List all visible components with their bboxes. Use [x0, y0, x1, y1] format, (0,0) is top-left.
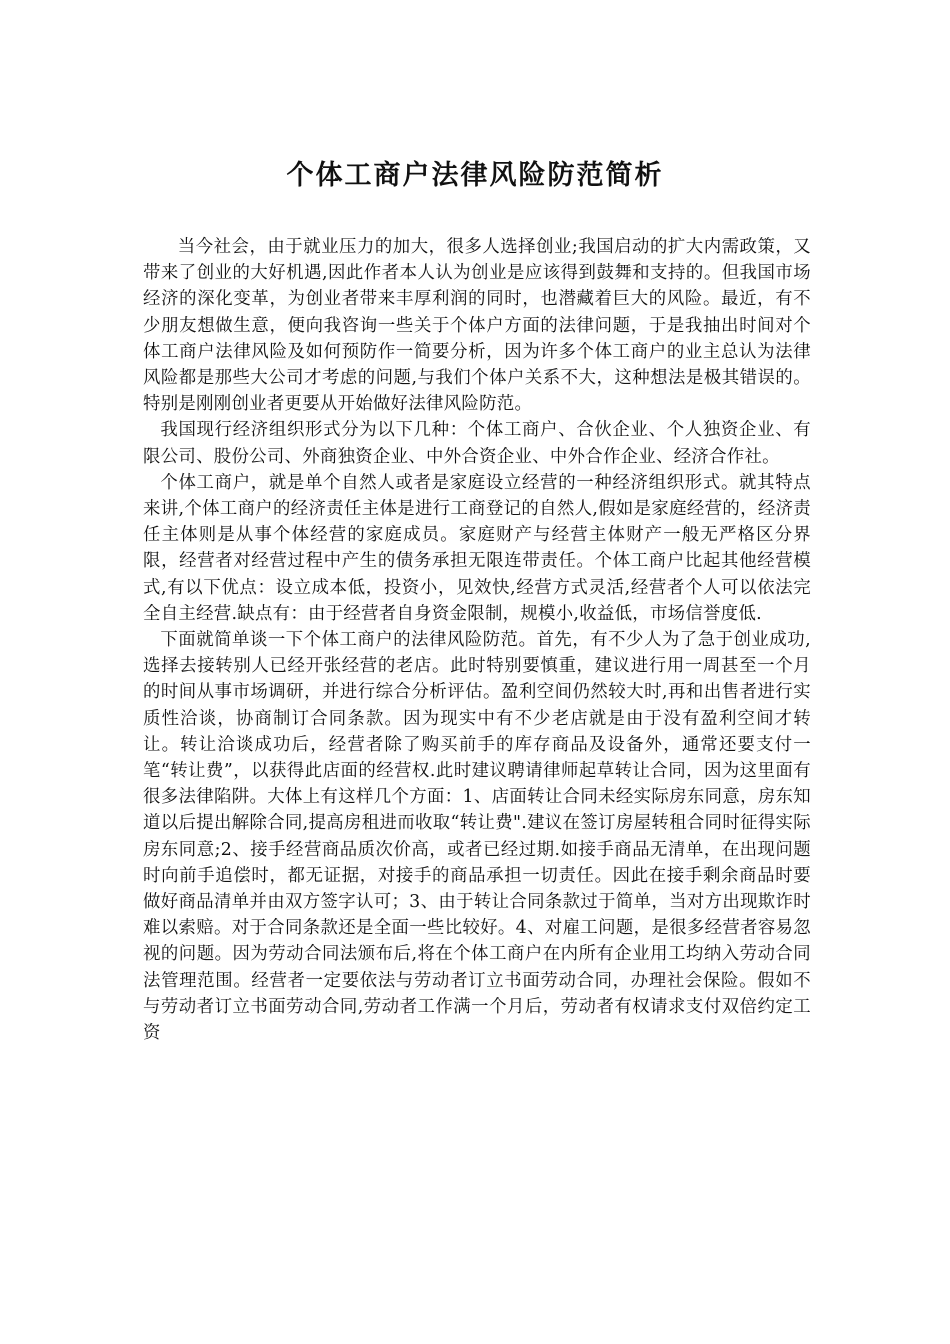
paragraph-organization-forms: 我国现行经济组织形式分为以下几种：个体工商户、合伙企业、个人独资企业、有限公司、股份公司、外商独资企业、中外合资企业、中外合作企业、经济合作社。	[143, 420, 811, 467]
paragraph-legal-risk-prevention: 下面就简单谈一下个体工商户的法律风险防范。首先，有不少人为了急于创业成功,选择去接转别人已经开张经营的老店。此时特别要慎重，建议进行用一周甚至一个月的时间从事市场调研，并进行综合分析评估。盈利空间仍然较大时,再和出售者进行实质性洽谈，协商制订合同条款。因为现实中有不少老店就是由于没有盈利空间才转让。转让洽谈成功后，经营者除了购买前手的库存商品及设备外，通常还要支付一笔“转让费”，以获得此店面的经营权.此时建议聘请律师起草转让合同，因为这里面有很多法律陷阱。大体上有这样几个方面：1、店面转让合同未经实际房东同意，房东知道以后提出解除合同,提高房租进而收取“转让费".建议在签订房屋转租合同时征得实际房东同意;2、接手经营商品质次价高，或者已经过期.如接手商品无清单，在出现问题时向前手追偿时，都无证据，对接手的商品承担一切责任。因此在接手剩余商品时要做好商品清单并由双方签字认可；3、由于转让合同条款过于简单，当对方出现欺诈时难以索赔。对于合同条款还是全面一些比较好。4、对雇工问题，是很多经营者容易忽视的问题。因为劳动合同法颁布后,将在个体工商户在内所有企业用工均纳入劳动合同法管理范围。经营者一定要依法与劳动者订立书面劳动合同，办理社会保险。假如不与劳动者订立书面劳动合同,劳动者工作满一个月后，劳动者有权请求支付双倍约定工资	[143, 630, 811, 1044]
document-title: 个体工商户法律风险防范简析	[286, 160, 664, 191]
paragraph-intro: 当今社会，由于就业压力的加大，很多人选择创业;我国启动的扩大内需政策，又带来了创业的大好机遇,因此作者本人认为创业是应该得到鼓舞和支持的。但我国市场经济的深化变革，为创业者带来丰厚利润的同时，也潜藏着巨大的风险。最近，有不少朋友想做生意，便向我咨询一些关于个体户方面的法律问题，于是我抽出时间对个体工商户法律风险及如何预防作一简要分析，因为许多个体工商户的业主总认为法律风险都是那些大公司才考虑的问题,与我们个体户关系不大，这种想法是极其错误的。特别是刚刚创业者更要从开始做好法律风险防范。	[143, 237, 811, 415]
paragraph-individual-business-definition: 个体工商户，就是单个自然人或者是家庭设立经营的一种经济组织形式。就其特点来讲,个体工商户的经济责任主体是进行工商登记的自然人,假如是家庭经营的，经济责任主体则是从事个体经营的家庭成员。家庭财产与经营主体财产一般无严格区分界限，经营者对经营过程中产生的债务承担无限连带责任。个体工商户比起其他经营模式,有以下优点：设立成本低，投资小，见效快,经营方式灵活,经营者个人可以依法完全自主经营.缺点有：由于经营者自身资金限制，规模小,收益低，市场信誉度低.	[143, 472, 811, 624]
document-body	[143, 234, 811, 1046]
